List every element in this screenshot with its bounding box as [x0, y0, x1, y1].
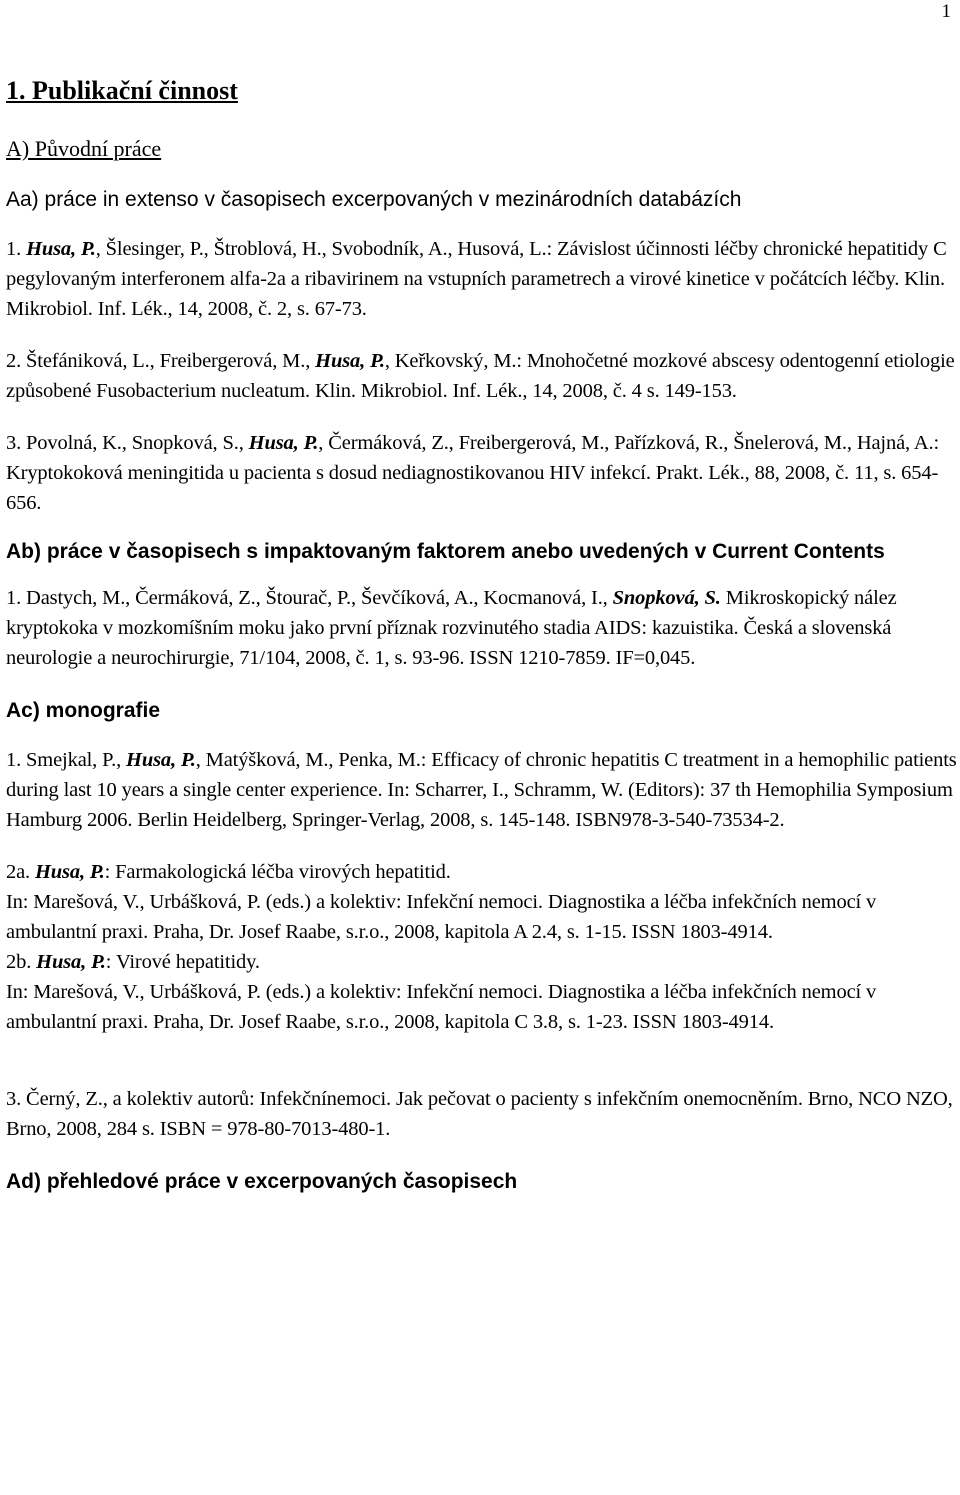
entry-text: , Keřkovský, M.: Mnohočetné mozkové abscesy odentogenní etiologie způsobené Fusobacterium nucleatum. Klin. Mikrobiol. Inf. Lék., 14, 2008, č. 4 s. 149-153.: [6, 350, 955, 402]
entry-first-line: [6, 947, 958, 977]
aa-entry-2: [6, 346, 958, 406]
entry-prefix: 3. Povolná, K., Snopková, S.,: [6, 432, 249, 454]
entry-source: In: Marešová, V., Urbášková, P. (eds.) a kolektiv: Infekční nemoci. Diagnostika a léčba infekčních nemocí v ambulantní praxi. Praha, Dr. Josef Raabe, s.r.o., 2008, kapitola A 2.4, s. 1-15. ISSN 1803-4914.: [6, 891, 877, 943]
entry-first-line: [6, 857, 958, 887]
entry-author-highlight: Husa, P.: [126, 749, 196, 771]
entry-text: , Šlesinger, P., Štroblová, H., Svobodník, A., Husová, L.: Závislost účinnosti léčby chronické hepatitidy C pegylovaným interferonem alfa-2a a ribavirinem na vstupních parametrech a virové kinetice v počátcích léčby. Klin. Mikrobiol. Inf. Lék., 14, 2008, č. 2, s. 67-73.: [6, 238, 947, 320]
aa-entry-3: [6, 428, 958, 518]
entry-text: 3. Černý, Z., a kolektiv autorů: Infekčnínemoci. Jak pečovat o pacienty s infekčním onemocněním. Brno, NCO NZO, Brno, 2008, 284 s. ISBN = 978-80-7013-480-1.: [6, 1088, 953, 1140]
category-ab-title: Ab) práce v časopisech s impaktovaným faktorem anebo uvedených v Current Contents: [6, 540, 885, 563]
ab-entry-1: [6, 583, 958, 673]
ac-entry-1: [6, 745, 958, 835]
entry-text: Mikroskopický nález kryptokoka v mozkomíšním moku jako první příznak rozvinutého stadia AIDS: kazuistika. Česká a slovenská neurologie a neurochirurgie, 71/104, 2008, č. 1, s. 93-96. ISSN 1210-7859. IF=0,045.: [6, 587, 897, 669]
entry-text: : Farmakologická léčba virových hepatitid.: [104, 861, 451, 883]
entry-author-highlight: Husa, P.: [26, 238, 96, 260]
ac-entry-2a: [6, 857, 958, 947]
category-ad-title: Ad) přehledové práce v excerpovaných časopisech: [6, 1170, 518, 1193]
entry-prefix: 2a.: [6, 861, 35, 883]
entry-author-highlight: Snopková, S.: [612, 587, 721, 609]
entry-prefix: 2. Štefániková, L., Freibergerová, M.,: [6, 350, 316, 372]
section-title: 1. Publikační činnost: [6, 76, 238, 105]
ac-entry-3: [6, 1084, 958, 1144]
entry-author-highlight: Husa, P.: [248, 432, 319, 454]
page-number: 1: [941, 1, 951, 22]
aa-entry-1: [6, 234, 958, 324]
entry-author-highlight: Husa, P.: [35, 861, 105, 883]
category-ac-title: Ac) monografie: [6, 699, 161, 722]
entry-text: , Čermáková, Z., Freibergerová, M., Pařízková, R., Šnelerová, M., Hajná, A.: Kryptokoková meningitida u pacienta s dosud nediagnostikovanou HIV infekcí. Prakt. Lék., 88, 2008, č. 11, s. 654-656.: [6, 432, 940, 514]
entry-prefix: 1. Dastych, M., Čermáková, Z., Štourač, P., Ševčíková, A., Kocmanová, I.,: [6, 587, 613, 609]
entry-author-highlight: Husa, P.: [315, 350, 385, 372]
subsection-title: A) Původní práce: [6, 136, 162, 161]
entry-prefix: 1. Smejkal, P.,: [6, 749, 127, 771]
entry-author-highlight: Husa, P.: [36, 951, 106, 973]
category-aa-title: Aa) práce in extenso v časopisech excerpovaných v mezinárodních databázích: [6, 188, 742, 211]
document-body: [6, 72, 958, 1197]
ac-entry-2b: [6, 947, 958, 1037]
entry-text: : Virové hepatitidy.: [105, 951, 260, 973]
entry-source: In: Marešová, V., Urbášková, P. (eds.) a kolektiv: Infekční nemoci. Diagnostika a léčba infekčních nemocí v ambulantní praxi. Praha, Dr. Josef Raabe, s.r.o., 2008, kapitola C 3.8, s. 1-23. ISSN 1803-4914.: [6, 981, 877, 1033]
entry-prefix: 1.: [6, 238, 27, 260]
entry-prefix: 2b.: [6, 951, 37, 973]
entry-text: , Matýšková, M., Penka, M.: Efficacy of chronic hepatitis C treatment in a hemophilic patients during last 10 years a single center experience. In: Scharrer, I., Schramm, W. (Editors): 37 th Hemophilia Symposium Hamburg 2006. Berlin Heidelberg, Springer-Verlag, 2008, s. 145-148. ISBN978-3-540-73534-2.: [6, 749, 957, 831]
